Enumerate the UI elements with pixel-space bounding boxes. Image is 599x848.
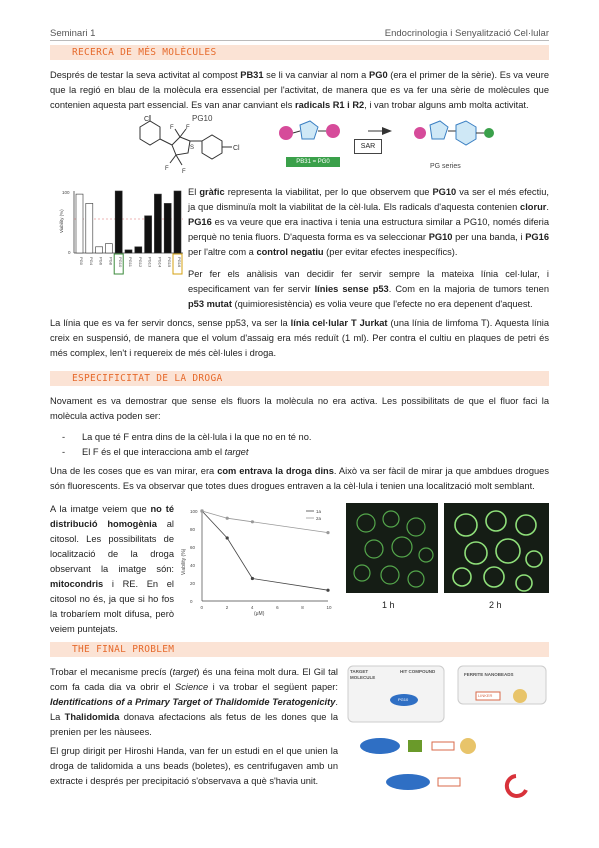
data-point: [326, 531, 329, 534]
x-tick-label: 8: [301, 605, 304, 610]
bar: [105, 244, 112, 253]
list-item: El F és el que interacciona amb el target: [82, 447, 249, 457]
data-point: [226, 536, 229, 539]
bar-category-label: PG16: [177, 257, 182, 268]
header-rule: [50, 40, 549, 41]
micrograph-1h: [346, 503, 438, 593]
label-target: TARGET MOLECULE: [350, 669, 376, 680]
x-tick-label: 10: [326, 605, 332, 610]
section-title-final: THE FINAL PROBLEM: [50, 642, 549, 657]
bar: [164, 203, 171, 253]
bar: [125, 250, 132, 253]
legend-label: 2a: [316, 516, 322, 521]
svg-text:F: F: [186, 125, 190, 131]
bar-category-label: PG13: [147, 257, 153, 268]
data-point: [226, 517, 229, 520]
pg10-label: PG10: [192, 114, 213, 123]
x-tick-label: 0: [200, 605, 204, 610]
y-tick-label: 60: [190, 545, 196, 550]
paragraph: Per fer els anàlisis van decidir fer servir sempre la mateixa línia cel·lular, i especificament van fer servir línies sense p53. Com en la majoria de tumors tenen p53 mutat (quimioresistència) es volia veure que l'efecte no era depenent d'aquest.: [188, 269, 550, 309]
bar-category-label: PG14: [157, 257, 163, 268]
bar: [174, 191, 181, 253]
bar-category-label: PG6: [98, 257, 104, 266]
svg-text:Cl: Cl: [233, 145, 240, 152]
series-line: [202, 511, 328, 590]
cells-fluorescence-icon: [444, 503, 549, 593]
paragraph: Després de testar la seva activitat al compost PB31 se li va canviar al nom a PG0 (era el primer de la sèrie). Es va veure que la regió en blau de la molècula era essencial per l'activitat, de manera que es va fer una sèrie de molècules que contenien aquesta part essencial. Es van anar canviant els radicals R1 i R2, i van trobar alguns amb molta activitat.: [50, 70, 549, 110]
bar-category-label: PG4: [88, 257, 94, 266]
data-point: [200, 509, 203, 512]
y-tick-label: 40: [190, 563, 196, 568]
micrograph-label-1h: 1 h: [382, 600, 395, 610]
y-tick-label: 20: [190, 581, 196, 586]
bead-diagram-svg: [346, 664, 549, 800]
paragraph: Novament es va demostrar que sense els fluors la molècula no era activa. Les possibilitats de que el fluor faci la molècula activa poden ser:: [50, 396, 549, 421]
pg0-box: PB31 = PG0: [286, 157, 340, 167]
x-tick-label: 2: [225, 605, 229, 610]
bar: [76, 194, 83, 253]
paragraph: El grup dirigit per Hiroshi Handa, van fer un estudi en el que unien la droga de talidomida a uns beads (boletes), es centrifugaven amb un extracte i després per precipitació s'observava a què s'havia unit.: [50, 746, 338, 786]
micrograph-2h: [444, 503, 549, 593]
micrograph-label-2h: 2 h: [489, 600, 502, 610]
paragraph: Trobar el mecanisme precís (target) és una feina molt dura. El Gil tal com fa cada dia va obrir el Science i va trobar el següent paper: Identifications of a Primary Target of Thalidomide Teratogenicity. La Thalidomida donava afectacions als fetus de les dones que la prenien per les nàusees.: [50, 667, 338, 737]
line-xlabel: (μM): [254, 611, 265, 617]
bar: [115, 191, 122, 253]
series-line: [202, 511, 328, 533]
paragraph: Una de les coses que es van mirar, era com entrava la droga dins. Això va ser fàcil de mirar ja que ambdues drogues són fluorescents. Es va observar que totes dues drogues entraven a la cèl·lula i tenien una localització molt semblant.: [50, 466, 550, 491]
thalidomide-bead-diagram: [346, 664, 549, 800]
paragraph: El gràfic representa la viabilitat, per lo que observem que PG10 va ser el més efectiu, ja que disminuïa molt la viabilitat de la cèl·lula. Els radicals d'aquesta contenien clorur. PG16 es va veure que era inactiva i tenia una estructura similar a PG10, només diferia perquè no tenia fluors. D'aquesta forma es va seleccionar PG10 per una banda, i PG16 per l'altre com a control negatiu (per evitar efectes inespecífics).: [188, 187, 549, 257]
bar-ylabel: Viability (%): [59, 209, 64, 233]
viability-line-chart: [178, 503, 338, 618]
bar-category-label: PG12: [137, 257, 143, 268]
bar-category-label: PG0: [79, 257, 84, 266]
bar: [96, 247, 103, 253]
bar: [154, 194, 161, 253]
data-point: [251, 520, 254, 523]
svg-text:F: F: [170, 125, 174, 131]
molecule-pg10: [120, 115, 255, 177]
bar-ytick-top: 100: [62, 190, 70, 195]
bar-chart-svg: [58, 183, 185, 275]
bar-category-label: PG10: [118, 257, 124, 268]
svg-text:F: F: [182, 169, 186, 175]
bar: [145, 216, 152, 253]
bar: [86, 203, 93, 253]
dash-bullet-1: -: [62, 432, 66, 442]
data-point: [251, 577, 254, 580]
y-tick-label: 100: [190, 509, 198, 514]
bar: [135, 247, 142, 253]
svg-text:F: F: [165, 166, 169, 172]
label-hit: HIT COMPOUND: [400, 669, 436, 674]
svg-text:Cl: Cl: [144, 116, 151, 123]
label-linker: LINKER: [478, 693, 493, 698]
paragraph: La línia que es va fer servir doncs, sense pp53, va ser la línia cel·lular T Jurkat (una línia de limfoma T). Aquesta línia creix en suspensió, de manera que el volum d'assaig era més reduït (1 ml). Per contra el cultiu en plaques de petri és més complex, len't i requereix de més cèl·lules i droga.: [50, 318, 549, 358]
y-tick-label: 0: [190, 599, 193, 604]
label-ferrite: FERRITE NANOBEADS: [464, 672, 514, 677]
x-tick-label: 4: [250, 605, 254, 610]
line-ylabel: Viability (%): [181, 548, 187, 575]
bar-category-label: PG8: [108, 257, 114, 266]
bar-ytick-bottom: 0: [68, 250, 71, 255]
svg-text:S: S: [190, 145, 195, 151]
paragraph: A la imatge veiem que no té distribució homogènia al citosol. Les possibilitats de localització de la droga observant la imatge són: mitocondris i RE. En el citosol no és, ja que si ho fos la trobaríem molt difusa, però veiem puntejats.: [50, 504, 174, 634]
x-tick-label: 6: [276, 605, 279, 610]
cells-fluorescence-icon: [346, 503, 438, 593]
bar-category-label: PG15: [167, 257, 173, 268]
line-chart-svg: [178, 503, 338, 618]
header-right: Endocrinologia i Senyalització Cel·lular: [384, 28, 549, 39]
viability-bar-chart: [58, 183, 185, 275]
list-item: La que té F entra dins de la cèl·lula i la que no en té no.: [82, 432, 312, 442]
y-tick-label: 80: [190, 527, 196, 532]
legend-label: 1a: [316, 509, 322, 514]
section-title-especificitat: ESPECIFICITAT DE LA DROGA: [50, 371, 549, 386]
pg10-structure-icon: [120, 115, 255, 177]
bar-category-label: PG11: [128, 257, 133, 267]
label-pg: PG10: [398, 697, 409, 702]
data-point: [326, 589, 329, 592]
sar-box: SAR: [354, 139, 382, 154]
section-title-recerca: RECERCA DE MÉS MOLÈCULES: [50, 45, 549, 60]
dash-bullet-2: -: [62, 447, 66, 457]
pg-series-label: PG series: [430, 163, 461, 170]
sar-scheme: [270, 115, 550, 175]
header-left: Seminari 1: [50, 28, 96, 39]
